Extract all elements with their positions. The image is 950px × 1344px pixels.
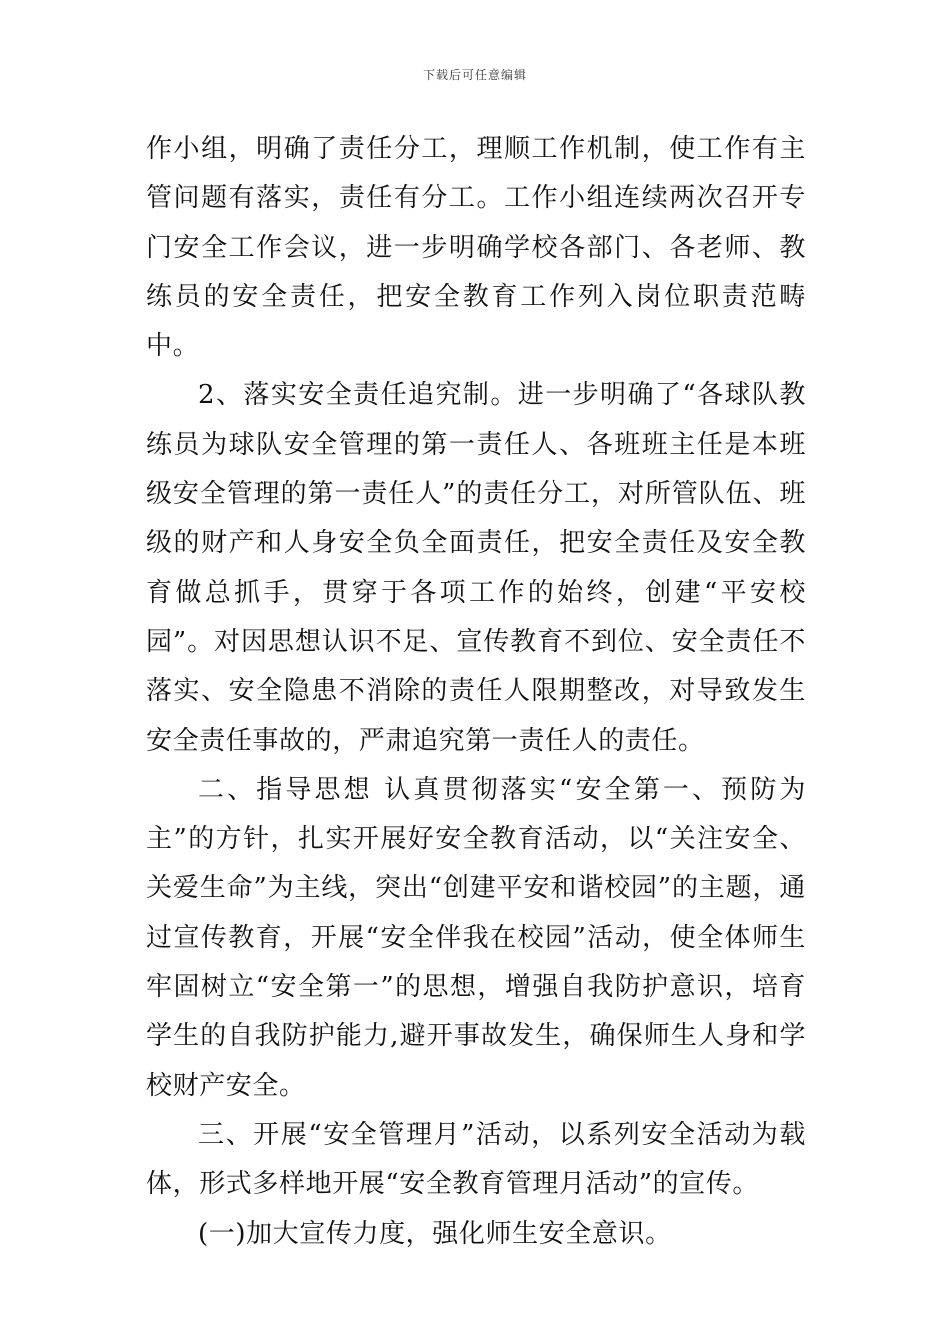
paragraph-continuation: 作小组，明确了责任分工，理顺工作机制，使工作有主管问题有落实，责任有分工。工作小组连续两次召开专门安全工作会议，进一步明确学校各部门、各老师、教练员的安全责任，把安全教育工作列入岗位职责范畴中。 (146, 134, 806, 362)
page-header: 下载后可任意编辑 (422, 68, 527, 82)
document-body (146, 125, 806, 1259)
paragraph-publicity: (一)加大宣传力度，强化师生安全意识。 (198, 1218, 672, 1249)
paragraph-guiding-ideology: 二、指导思想 认真贯彻落实“安全第一、预防为主”的方针，扎实开展好安全教育活动，以“关注安全、关爱生命”为主线，突出“创建平安和谐校园”的主题，通过宣传教育，开展“安全伴我在校园”活动，使全体师生牢固树立“安全第一”的思想，增强自我防护意识，培育学生的自我防护能力,避开事故发生，确保师生人身和学校财产安全。 (146, 774, 806, 1101)
paragraph-accountability: 2、落实安全责任追究制。进一步明确了“各球队教练员为球队安全管理的第一责任人、各班班主任是本班级安全管理的第一责任人”的责任分工，对所管队伍、班级的财产和人身安全负全面责任，把安全责任及安全教育做总抓手，贯穿于各项工作的始终，创建“平安校园”。对因思想认识不足、宣传教育不到位、安全责任不落实、安全隐患不消除的责任人限期整改，对导致发生安全责任事故的，严肃追究第一责任人的责任。 (146, 380, 806, 756)
paragraph-safety-month: 三、开展“安全管理月”活动，以系列安全活动为载体，形式多样地开展“安全教育管理月活动”的宣传。 (146, 1119, 806, 1200)
